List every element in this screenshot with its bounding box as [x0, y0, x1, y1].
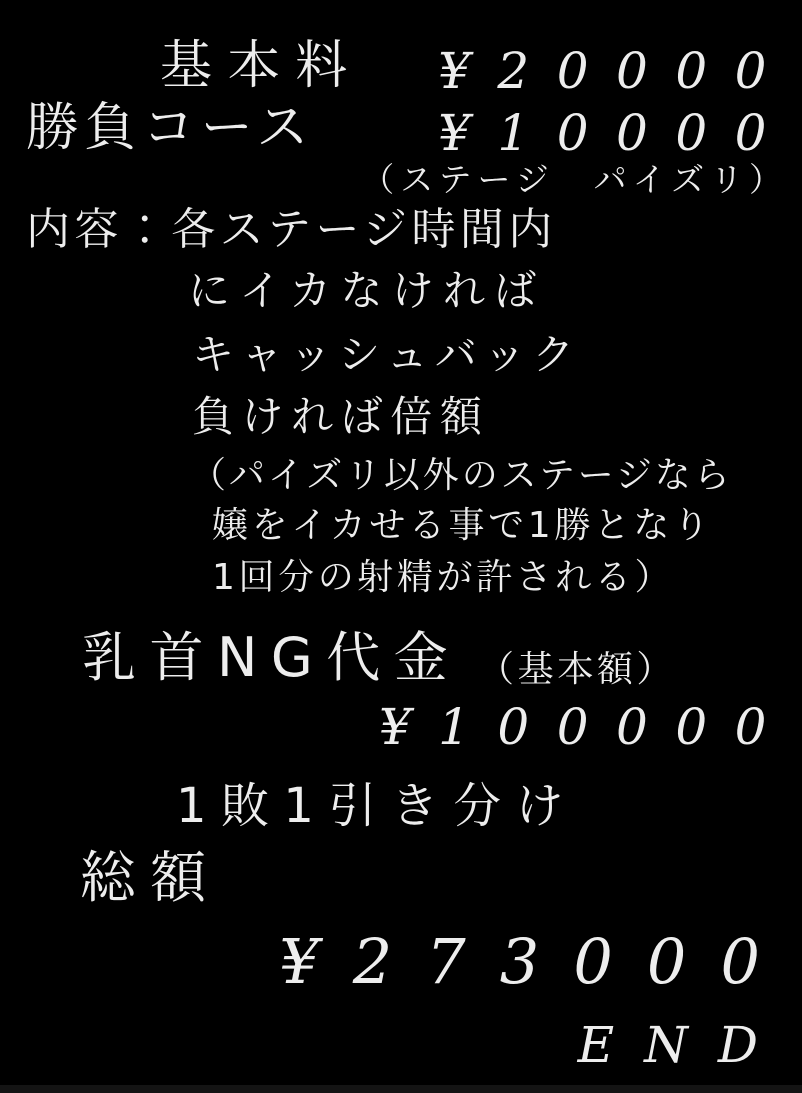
ng-fee-label: 乳首NG代金 — [82, 626, 462, 689]
rule-note-line: 嬢をイカせる事で1勝となり — [212, 505, 713, 546]
rule-note-line: （パイズリ以外のステージなら — [190, 455, 733, 496]
end-label: END — [577, 1016, 788, 1074]
basic-fee-label: 基本料 — [160, 36, 363, 96]
description-line: にイカなければ — [188, 266, 546, 315]
description-line: 負ければ倍額 — [192, 392, 490, 441]
description-intro: 内容：各ステージ時間内 — [26, 204, 557, 255]
description-line: キャッシュバック — [192, 330, 581, 379]
course-stage-note: （ステージ パイズリ） — [361, 160, 788, 199]
total-amount: ¥273000 — [279, 925, 794, 998]
ng-fee-qualifier: （基本額） — [478, 649, 677, 690]
total-label: 総額 — [80, 846, 220, 911]
course-label: 勝負コース — [26, 98, 315, 158]
score-line: 1敗1引き分け — [176, 778, 578, 834]
ng-fee-amount: ¥100000 — [378, 698, 794, 756]
bottom-edge-shadow — [0, 1085, 802, 1093]
rule-note-line: 1回分の射精が許される） — [212, 557, 675, 598]
course-amount: ¥10000 — [438, 104, 794, 162]
basic-fee-amount: ¥20000 — [438, 42, 794, 100]
